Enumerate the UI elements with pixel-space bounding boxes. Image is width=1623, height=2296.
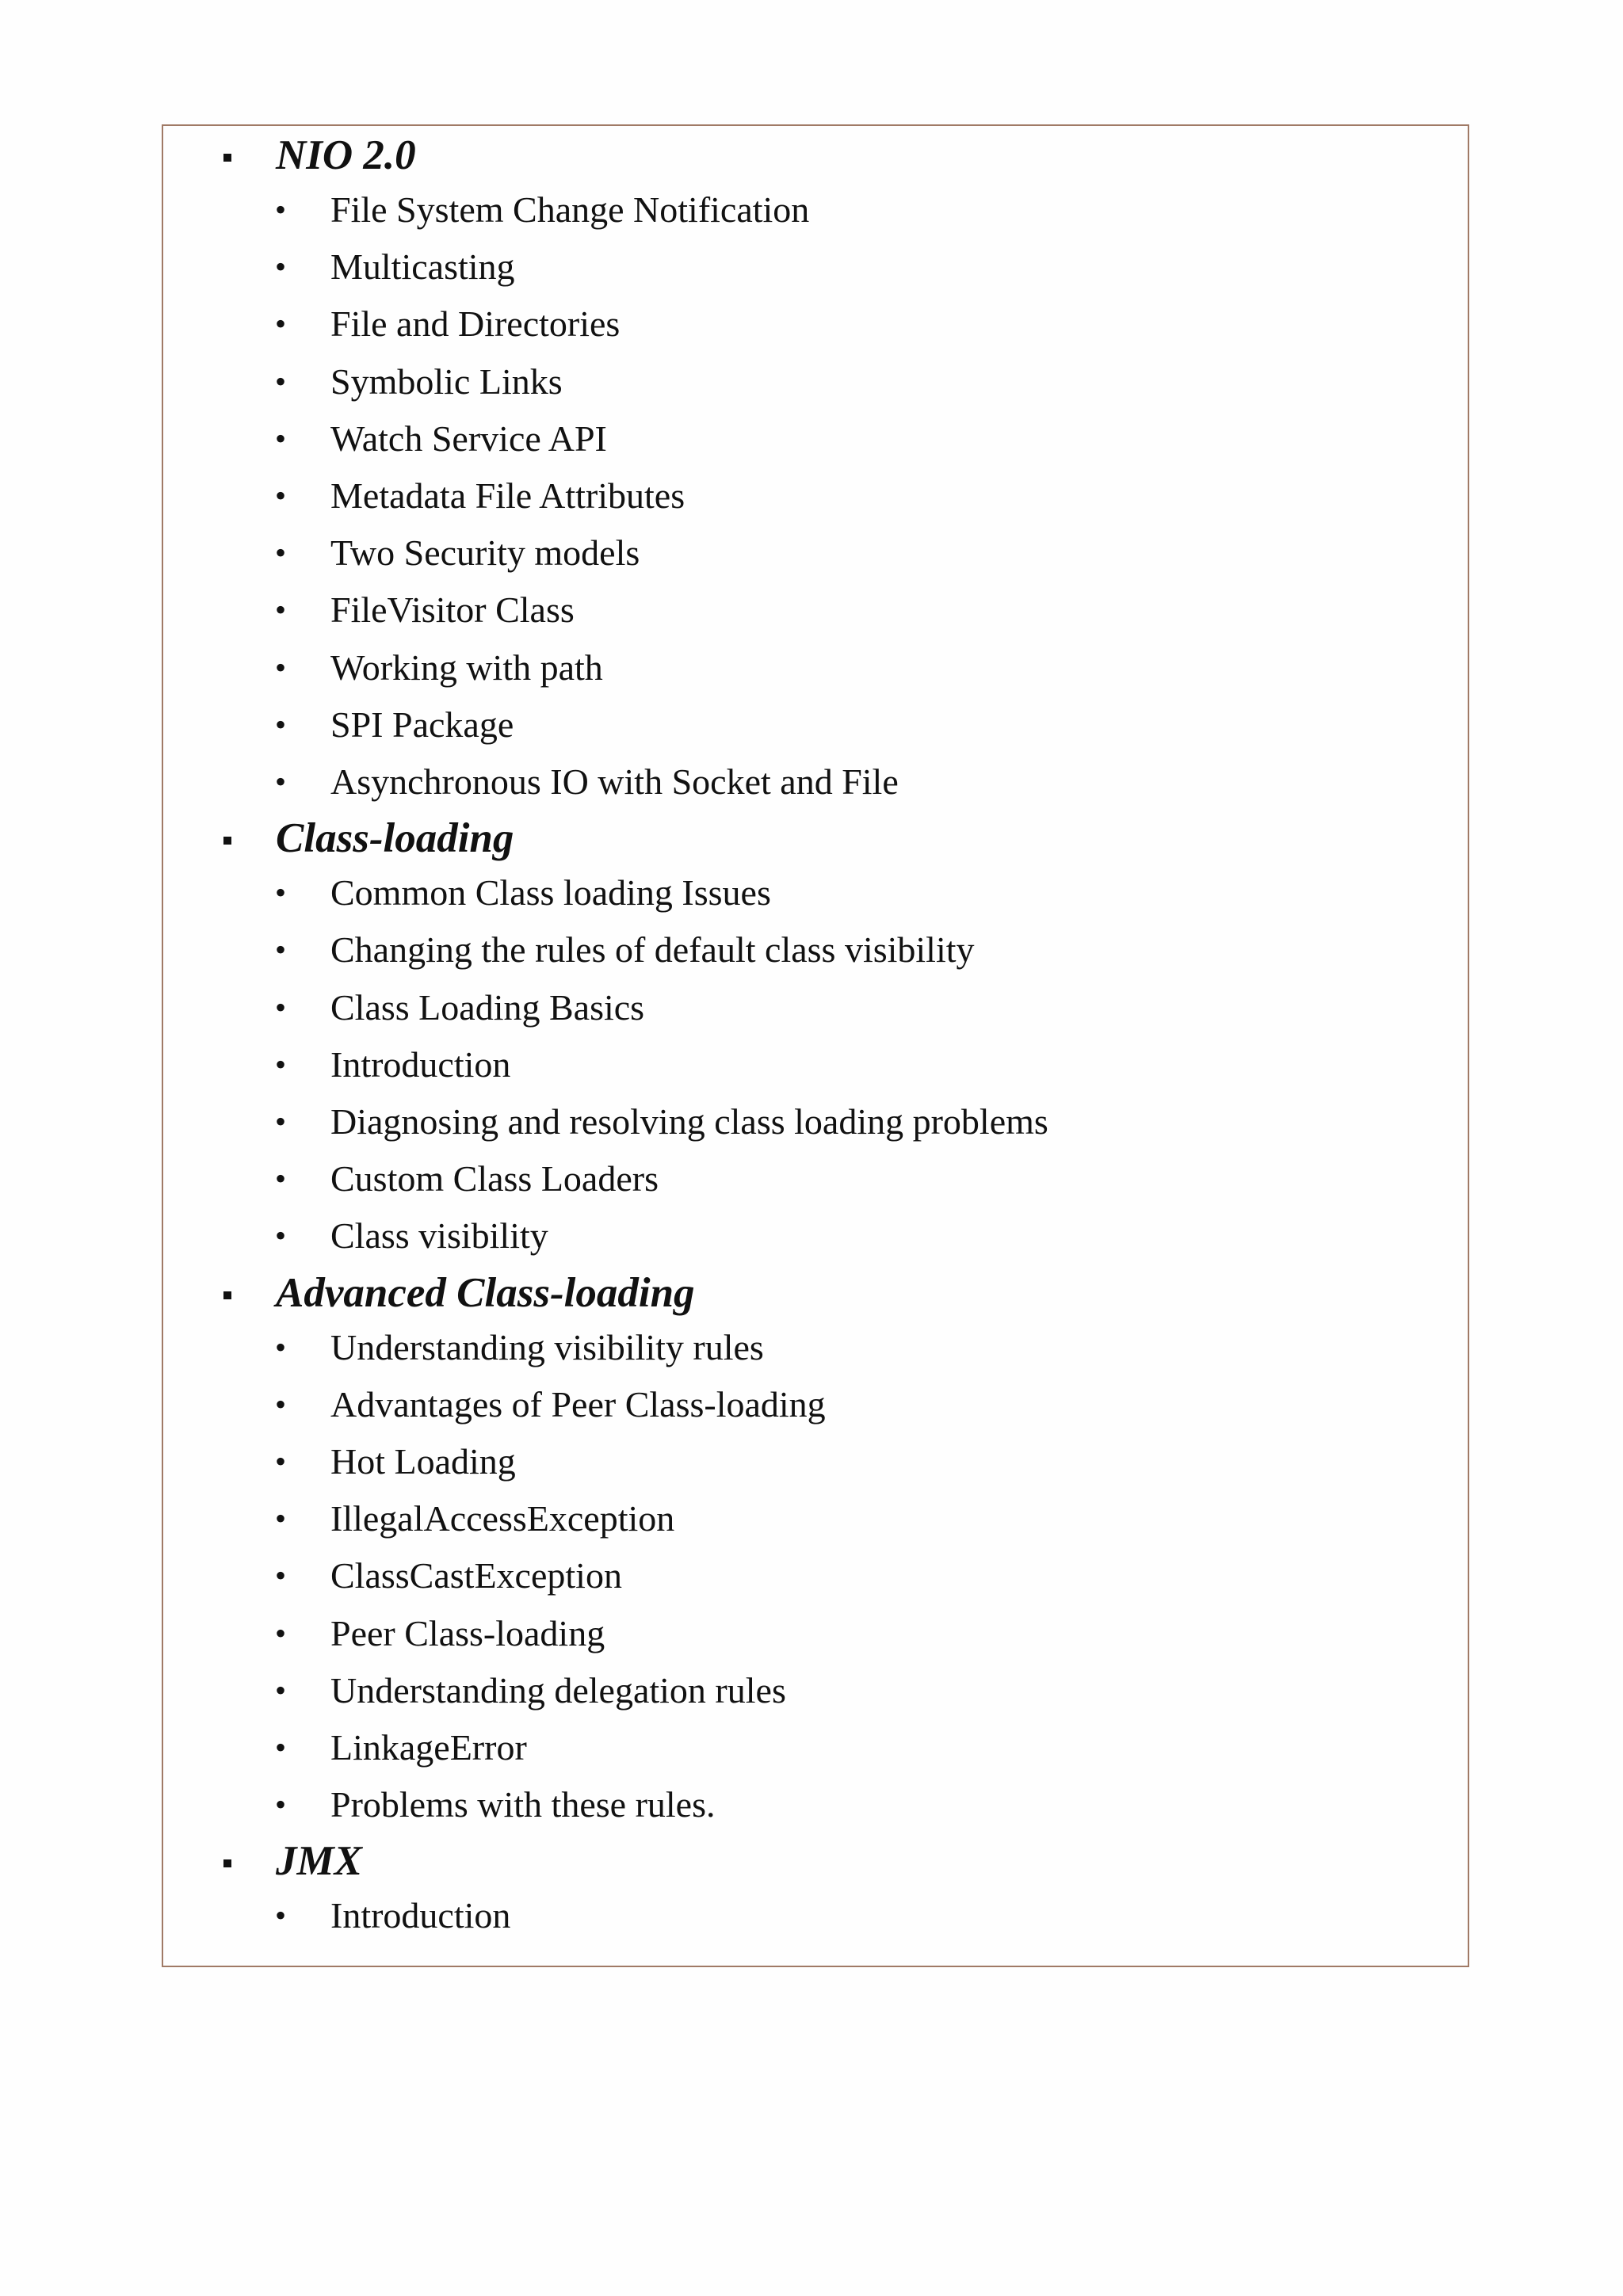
square-bullet-icon: [223, 1291, 231, 1299]
list-item-text: Custom Class Loaders: [330, 1158, 659, 1199]
list-item: [163, 639, 1468, 696]
list-item: [163, 753, 1468, 810]
bullet-icon: •: [275, 649, 287, 685]
bullet-icon: •: [275, 1787, 287, 1823]
bullet-icon: •: [275, 306, 287, 342]
square-bullet-icon: [223, 1859, 231, 1867]
list-item: [163, 1605, 1468, 1662]
list-item-text: Asynchronous IO with Socket and File: [330, 761, 899, 802]
section-header: [163, 1836, 1468, 1886]
section-header: [163, 1268, 1468, 1318]
bullet-icon: •: [275, 535, 287, 571]
list-item-text: File and Directories: [330, 303, 621, 345]
list-item-text: Hot Loading: [330, 1441, 516, 1482]
bullet-icon: •: [275, 363, 287, 399]
bullet-icon: •: [275, 1444, 287, 1479]
bullet-icon: •: [275, 1386, 287, 1422]
bullet-icon: •: [275, 192, 287, 227]
list-item-text: Common Class loading Issues: [330, 872, 771, 913]
section-title: JMX: [276, 1838, 362, 1885]
list-item: [163, 1433, 1468, 1490]
section-title: Advanced Class-loading: [276, 1269, 695, 1316]
list-item-text: ClassCastException: [330, 1555, 622, 1596]
list-item: [163, 1547, 1468, 1604]
list-item: [163, 1887, 1468, 1944]
bullet-icon: •: [275, 706, 287, 742]
bullet-icon: •: [275, 1672, 287, 1708]
square-bullet-icon: [223, 837, 231, 845]
square-bullet-icon: [223, 154, 231, 162]
list-item-text: Changing the rules of default class visibility: [330, 929, 975, 971]
list-item-text: Multicasting: [330, 246, 515, 288]
bullet-icon: •: [275, 1558, 287, 1594]
bullet-icon: •: [275, 1501, 287, 1537]
list-item-text: SPI Package: [330, 704, 514, 745]
list-item: [163, 1207, 1468, 1264]
bullet-icon: •: [275, 1104, 287, 1139]
bullet-icon: •: [275, 1730, 287, 1765]
bullet-icon: •: [275, 249, 287, 285]
bullet-icon: •: [275, 1161, 287, 1197]
bullet-icon: •: [275, 932, 287, 968]
list-item: [163, 864, 1468, 921]
bullet-icon: •: [275, 420, 287, 456]
section-header: [163, 814, 1468, 863]
list-item: [163, 1719, 1468, 1776]
bullet-icon: •: [275, 875, 287, 911]
list-item: [163, 1776, 1468, 1833]
list-item: [163, 524, 1468, 582]
list-item-text: Peer Class-loading: [330, 1612, 605, 1653]
list-item: [163, 467, 1468, 524]
list-item-text: Metadata File Attributes: [330, 475, 685, 516]
bullet-icon: •: [275, 592, 287, 628]
list-item: [163, 353, 1468, 410]
bullet-icon: •: [275, 1897, 287, 1934]
list-item-text: FileVisitor Class: [330, 589, 575, 631]
list-item-text: Introduction: [330, 1895, 511, 1936]
list-item: [163, 582, 1468, 639]
list-item: [163, 238, 1468, 296]
bullet-icon: •: [275, 1046, 287, 1082]
list-item: [163, 296, 1468, 353]
list-item-text: LinkageError: [330, 1727, 527, 1768]
list-item: [163, 1150, 1468, 1207]
list-item-text: File System Change Notification: [330, 189, 810, 230]
list-item-text: Understanding delegation rules: [330, 1669, 786, 1711]
list-item: [163, 1319, 1468, 1376]
list-item-text: Working with path: [330, 646, 603, 688]
bullet-icon: •: [275, 764, 287, 799]
list-item: [163, 1490, 1468, 1547]
list-item: [163, 181, 1468, 238]
syllabus-box: [162, 124, 1469, 1967]
list-item-text: Diagnosing and resolving class loading problems: [330, 1101, 1048, 1142]
list-item: [163, 696, 1468, 753]
list-item: [163, 921, 1468, 978]
bullet-icon: •: [275, 1329, 287, 1365]
list-item-text: Understanding visibility rules: [330, 1326, 764, 1367]
list-item: [163, 1093, 1468, 1150]
list-item-text: Advantages of Peer Class-loading: [330, 1383, 826, 1425]
section-header: [163, 131, 1468, 180]
list-item: [163, 1662, 1468, 1719]
bullet-icon: •: [275, 1615, 287, 1651]
list-item-text: Symbolic Links: [330, 360, 563, 402]
bullet-icon: •: [275, 478, 287, 513]
list-item-text: Watch Service API: [330, 418, 607, 459]
list-item-text: Introduction: [330, 1043, 511, 1085]
list-item-text: Problems with these rules.: [330, 1784, 716, 1825]
bullet-icon: •: [275, 989, 287, 1025]
section-title: Class-loading: [276, 815, 514, 862]
list-item-text: Class visibility: [330, 1215, 548, 1257]
list-item: [163, 410, 1468, 467]
bullet-icon: •: [275, 1218, 287, 1254]
list-item: [163, 979, 1468, 1036]
list-item-text: Class Loading Basics: [330, 986, 645, 1028]
list-item: [163, 1376, 1468, 1433]
list-item: [163, 1036, 1468, 1093]
section-title: NIO 2.0: [276, 132, 416, 178]
list-item-text: Two Security models: [330, 532, 640, 574]
list-item-text: IllegalAccessException: [330, 1498, 675, 1539]
